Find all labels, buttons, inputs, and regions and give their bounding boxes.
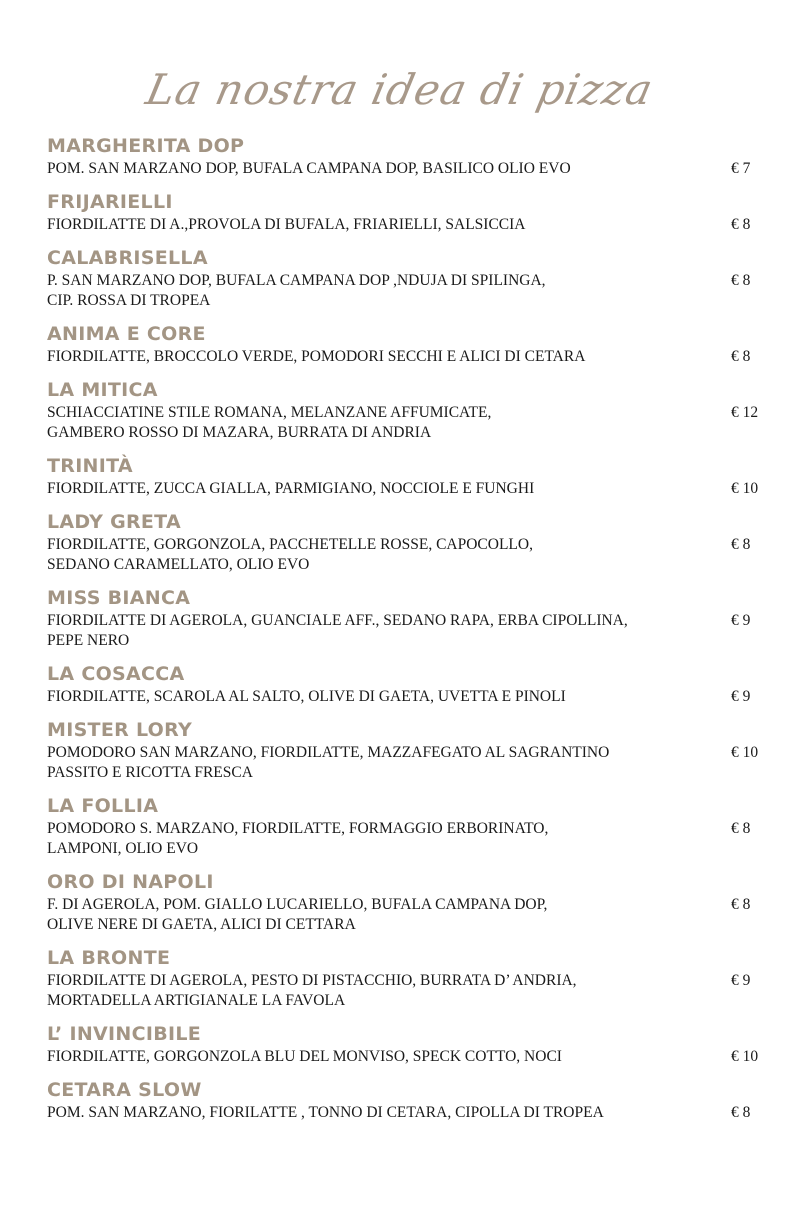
menu-item-name: LADY GRETA <box>47 511 181 533</box>
menu-item-description: POM. SAN MARZANO DOP, BUFALA CAMPANA DOP, BASILICO OLIO EVO <box>47 160 571 177</box>
menu-item-description: F. DI AGEROLA, POM. GIALLO LUCARIELLO, BUFALA CAMPANA DOP, OLIVE NERE DI GAETA, ALICI DI CETTARA <box>47 896 548 933</box>
menu-item-description: P. SAN MARZANO DOP, BUFALA CAMPANA DOP ,NDUJA DI SPILINGA, CIP. ROSSA DI TROPEA <box>47 272 546 309</box>
menu-item-price: € 8 <box>731 216 751 233</box>
menu-item <box>47 133 767 179</box>
menu-item-description: SCHIACCIATINE STILE ROMANA, MELANZANE AFFUMICATE, GAMBERO ROSSO DI MAZARA, BURRATA DI ANDRIA <box>47 404 492 441</box>
menu-item-price: € 10 <box>731 480 759 497</box>
menu-item-name: L’ INVINCIBILE <box>47 1023 202 1045</box>
menu-item <box>47 189 767 235</box>
menu-item-description: FIORDILATTE, SCAROLA AL SALTO, OLIVE DI GAETA, UVETTA E PINOLI <box>47 688 566 705</box>
menu-item-name: ANIMA E CORE <box>47 323 206 345</box>
menu-item-description: POMODORO S. MARZANO, FIORDILATTE, FORMAGGIO ERBORINATO, LAMPONI, OLIO EVO <box>47 820 549 857</box>
menu-item <box>47 945 767 1011</box>
menu-item-price: € 9 <box>731 612 751 629</box>
menu-item <box>47 321 767 367</box>
menu-item-description: FIORDILATTE, GORGONZOLA BLU DEL MONVISO, SPECK COTTO, NOCI <box>47 1048 562 1065</box>
menu-item-name: ORO DI NAPOLI <box>47 871 214 893</box>
menu-item-name: TRINITÀ <box>47 455 133 477</box>
menu-item-price: € 8 <box>731 536 751 553</box>
menu-item-name: LA MITICA <box>47 379 158 401</box>
menu-item-price: € 7 <box>731 160 751 177</box>
menu-item <box>47 1021 767 1067</box>
menu-item <box>47 453 767 499</box>
menu-item-name: MARGHERITA DOP <box>47 135 245 157</box>
menu-item-price: € 8 <box>731 1104 751 1121</box>
header <box>0 50 800 130</box>
menu-item-price: € 12 <box>731 404 759 421</box>
menu-item-name: MISTER LORY <box>47 719 193 741</box>
menu-item-price: € 8 <box>731 896 751 913</box>
menu-item-description: FIORDILATTE DI AGEROLA, PESTO DI PISTACCHIO, BURRATA D’ ANDRIA, MORTADELLA ARTIGIANALE LA FAVOLA <box>47 972 577 1009</box>
page-title: La nostra idea di pizza <box>142 65 659 114</box>
menu-item <box>47 661 767 707</box>
menu-item-name: CETARA SLOW <box>47 1079 202 1101</box>
menu-item-description: FIORDILATTE, BROCCOLO VERDE, POMODORI SECCHI E ALICI DI CETARA <box>47 348 586 365</box>
pizza-menu <box>47 133 767 1133</box>
menu-item-name: FRIJARIELLI <box>47 191 173 213</box>
menu-item-name: LA BRONTE <box>47 947 171 969</box>
menu-item <box>47 585 767 651</box>
menu-item-name: CALABRISELLA <box>47 247 208 269</box>
menu-item-price: € 10 <box>731 1048 759 1065</box>
menu-item-description: FIORDILATTE DI AGEROLA, GUANCIALE AFF., SEDANO RAPA, ERBA CIPOLLINA, PEPE NERO <box>47 612 628 649</box>
menu-item <box>47 869 767 935</box>
menu-item-description: POM. SAN MARZANO, FIORILATTE , TONNO DI CETARA, CIPOLLA DI TROPEA <box>47 1104 604 1121</box>
menu-item-price: € 8 <box>731 820 751 837</box>
menu-item-price: € 10 <box>731 744 759 761</box>
menu-item-price: € 8 <box>731 272 751 289</box>
menu-item-price: € 8 <box>731 348 751 365</box>
menu-item <box>47 1077 767 1123</box>
menu-item-name: LA COSACCA <box>47 663 185 685</box>
menu-item-description: FIORDILATTE DI A.,PROVOLA DI BUFALA, FRIARIELLI, SALSICCIA <box>47 216 526 233</box>
menu-item <box>47 717 767 783</box>
menu-item <box>47 793 767 859</box>
menu-item-description: FIORDILATTE, ZUCCA GIALLA, PARMIGIANO, NOCCIOLE E FUNGHI <box>47 480 535 497</box>
menu-item-description: FIORDILATTE, GORGONZOLA, PACCHETELLE ROSSE, CAPOCOLLO, SEDANO CARAMELLATO, OLIO EVO <box>47 536 533 573</box>
menu-item-price: € 9 <box>731 688 751 705</box>
menu-item-name: LA FOLLIA <box>47 795 159 817</box>
menu-item <box>47 509 767 575</box>
menu-item-price: € 9 <box>731 972 751 989</box>
menu-item <box>47 377 767 443</box>
menu-item <box>47 245 767 311</box>
menu-item-description: POMODORO SAN MARZANO, FIORDILATTE, MAZZAFEGATO AL SAGRANTINO PASSITO E RICOTTA FRESCA <box>47 744 610 781</box>
menu-item-name: MISS BIANCA <box>47 587 191 609</box>
